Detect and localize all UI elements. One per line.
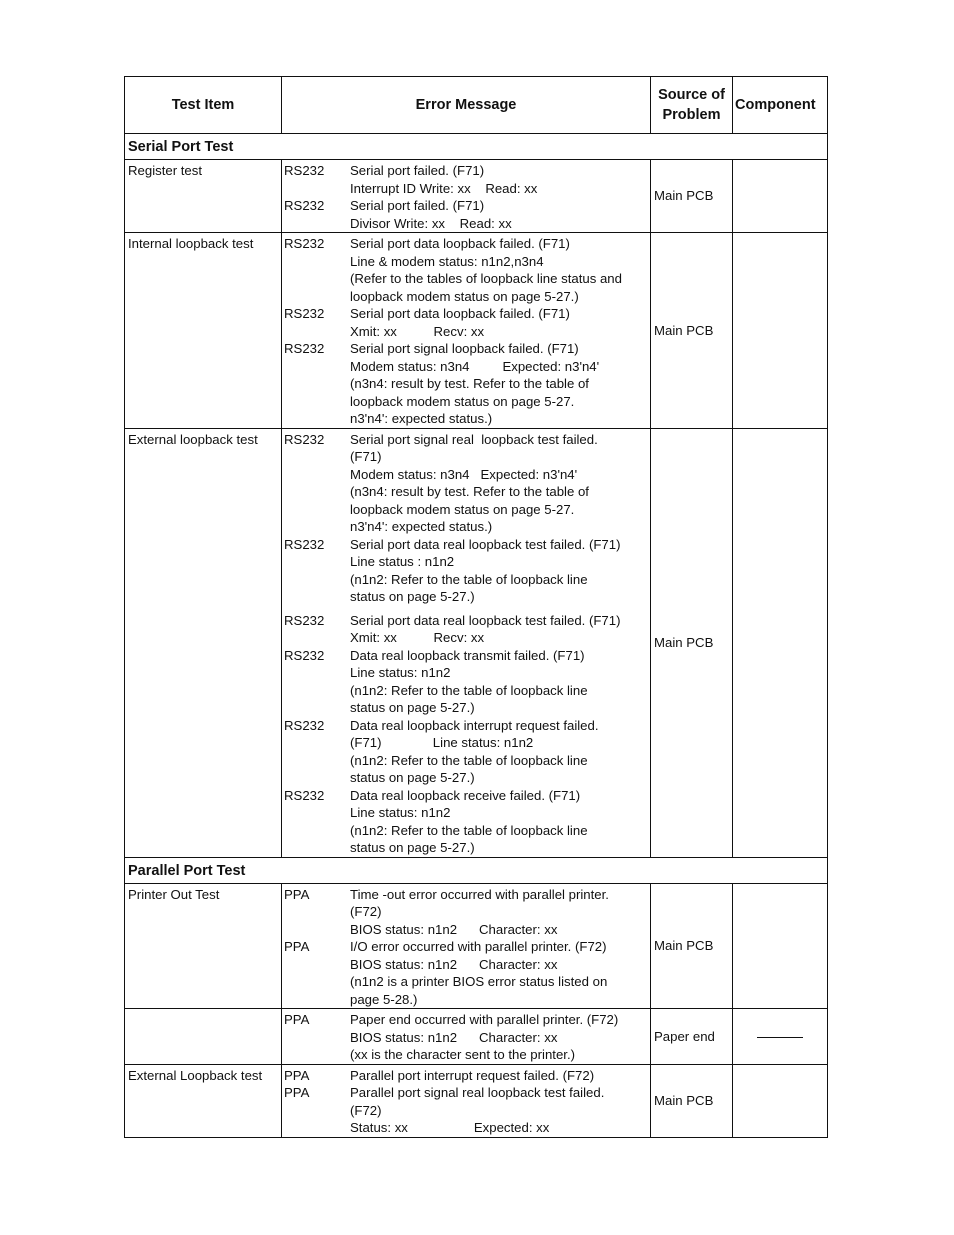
error-text-line: (n1n2 is a printer BIOS error status listed on bbox=[350, 974, 608, 989]
error-code: PPA bbox=[284, 1085, 310, 1100]
error-message-block bbox=[284, 431, 647, 536]
error-text bbox=[350, 647, 647, 717]
source-of-problem-cell: Main PCB bbox=[651, 428, 733, 857]
error-message-block bbox=[284, 787, 647, 857]
test-item-cell: External Loopback test bbox=[125, 1064, 282, 1137]
error-text-line: Modem status: n3n4 Expected: n3'n4' bbox=[350, 466, 578, 482]
error-text-line: Interrupt ID Write: xx Read: xx bbox=[350, 180, 538, 196]
error-text bbox=[350, 938, 647, 1008]
error-text-line: Status: xx Expected: xx bbox=[350, 1120, 550, 1135]
error-text bbox=[350, 717, 647, 787]
table-row bbox=[125, 160, 828, 233]
error-text bbox=[350, 886, 647, 939]
error-text-line: (n1n2: Refer to the table of loopback line bbox=[350, 752, 588, 768]
source-of-problem-cell: Main PCB bbox=[651, 1064, 733, 1137]
error-text-line: Serial port failed. (F71) bbox=[350, 163, 485, 178]
error-text-line: loopback modem status on page 5-27. bbox=[350, 393, 575, 409]
error-text bbox=[350, 431, 647, 536]
error-table-sheet bbox=[124, 76, 827, 1138]
error-text-line: n3'n4': expected status.) bbox=[350, 411, 493, 426]
dash-mark bbox=[757, 1037, 803, 1038]
error-text-line: Line & modem status: n1n2,n3n4 bbox=[350, 253, 544, 269]
error-message-block bbox=[284, 886, 647, 939]
error-code: RS232 bbox=[284, 236, 325, 251]
error-message-block bbox=[284, 162, 647, 197]
source-of-problem-cell: Paper end bbox=[651, 1009, 733, 1065]
error-message-cell bbox=[282, 1009, 651, 1065]
component-cell bbox=[733, 233, 828, 429]
error-text-line: Serial port signal real loopback test failed. bbox=[350, 431, 598, 447]
error-message-block bbox=[284, 235, 647, 305]
error-text-line: I/O error occurred with parallel printer. (F72) bbox=[350, 939, 607, 954]
component-cell bbox=[733, 1064, 828, 1137]
error-text bbox=[350, 612, 647, 647]
header-error-message: Error Message bbox=[282, 77, 651, 134]
error-message-cell bbox=[282, 233, 651, 429]
error-text-line: (Refer to the tables of loopback line status and bbox=[350, 271, 622, 286]
section-row bbox=[125, 857, 828, 883]
source-of-problem-cell: Main PCB bbox=[651, 160, 733, 233]
error-message-cell bbox=[282, 883, 651, 1009]
error-text bbox=[350, 1084, 647, 1137]
component-cell bbox=[733, 883, 828, 1009]
error-code: PPA bbox=[284, 1067, 310, 1083]
error-text bbox=[350, 340, 647, 428]
error-text-line: Serial port data loopback failed. (F71) bbox=[350, 306, 570, 321]
error-text-line: BIOS status: n1n2 Character: xx bbox=[350, 1029, 558, 1045]
error-text-line: Parallel port interrupt request failed. (F72) bbox=[350, 1067, 595, 1083]
error-text-line: BIOS status: n1n2 Character: xx bbox=[350, 956, 558, 972]
error-text-line: n3'n4': expected status.) bbox=[350, 519, 493, 534]
error-code: PPA bbox=[284, 1012, 310, 1027]
error-code: RS232 bbox=[284, 536, 325, 552]
error-message-block bbox=[284, 536, 647, 606]
error-message-block bbox=[284, 197, 647, 232]
header-row bbox=[125, 77, 828, 134]
error-text-line: BIOS status: n1n2 Character: xx bbox=[350, 921, 558, 937]
test-item-cell: External loopback test bbox=[125, 428, 282, 857]
error-text-line: Serial port signal loopback failed. (F71) bbox=[350, 341, 579, 356]
error-text-line: Data real loopback transmit failed. (F71) bbox=[350, 647, 585, 663]
header-test-item: Test Item bbox=[125, 77, 282, 134]
error-text-line: Line status : n1n2 bbox=[350, 554, 455, 569]
error-message-cell bbox=[282, 428, 651, 857]
error-code: RS232 bbox=[284, 431, 325, 447]
error-text bbox=[350, 1011, 647, 1064]
error-text bbox=[350, 197, 647, 232]
error-text-line: Serial port data real loopback test failed. (F71) bbox=[350, 536, 621, 552]
error-message-block bbox=[284, 647, 647, 717]
error-text-line: (F71) bbox=[350, 449, 382, 464]
error-text-line: page 5-28.) bbox=[350, 991, 418, 1007]
error-message-block bbox=[284, 305, 647, 340]
table-row bbox=[125, 1064, 828, 1137]
error-text-line: (F72) bbox=[350, 904, 382, 919]
error-text-line: Parallel port signal real loopback test failed. bbox=[350, 1085, 605, 1100]
error-code: RS232 bbox=[284, 198, 325, 213]
error-text-line: (F71) Line status: n1n2 bbox=[350, 735, 534, 750]
error-text bbox=[350, 1067, 647, 1085]
error-message-block bbox=[284, 1011, 647, 1064]
error-code: RS232 bbox=[284, 163, 325, 178]
table-row bbox=[125, 233, 828, 429]
test-item-cell: Printer Out Test bbox=[125, 883, 282, 1009]
header-source-of-problem: Source of Problem bbox=[651, 77, 733, 134]
error-text-line: (n3n4: result by test. Refer to the table of bbox=[350, 376, 589, 391]
error-code: PPA bbox=[284, 939, 310, 954]
component-cell bbox=[733, 1009, 828, 1065]
error-message-cell bbox=[282, 160, 651, 233]
error-code: RS232 bbox=[284, 341, 325, 356]
error-text-line: Line status: n1n2 bbox=[350, 805, 451, 820]
test-item-cell: Register test bbox=[125, 160, 282, 233]
test-item-cell bbox=[125, 1009, 282, 1065]
error-text-line: Data real loopback interrupt request failed. bbox=[350, 717, 599, 733]
error-text-line: (n1n2: Refer to the table of loopback line bbox=[350, 571, 588, 587]
section-title: Serial Port Test bbox=[125, 134, 828, 160]
error-text-line: Divisor Write: xx Read: xx bbox=[350, 215, 512, 231]
error-message-table bbox=[124, 76, 828, 1138]
error-text-line: (n1n2: Refer to the table of loopback line bbox=[350, 682, 588, 698]
error-text bbox=[350, 787, 647, 857]
error-text-line: Data real loopback receive failed. (F71) bbox=[350, 787, 581, 803]
test-item-cell: Internal loopback test bbox=[125, 233, 282, 429]
source-of-problem-cell: Main PCB bbox=[651, 883, 733, 1009]
component-cell bbox=[733, 160, 828, 233]
error-text-line: Line status: n1n2 bbox=[350, 665, 451, 680]
error-message-block bbox=[284, 340, 647, 428]
error-text-line: loopback modem status on page 5-27. bbox=[350, 501, 575, 517]
error-text-line: (n1n2: Refer to the table of loopback line bbox=[350, 822, 588, 838]
table-row bbox=[125, 428, 828, 857]
error-text-line: Modem status: n3n4 Expected: n3'n4' bbox=[350, 358, 600, 374]
source-of-problem-cell: Main PCB bbox=[651, 233, 733, 429]
error-text-line: Serial port failed. (F71) bbox=[350, 198, 485, 213]
error-text-line: Serial port data loopback failed. (F71) bbox=[350, 236, 570, 251]
error-text-line: status on page 5-27.) bbox=[350, 840, 475, 855]
component-cell bbox=[733, 428, 828, 857]
error-message-block bbox=[284, 1084, 647, 1137]
error-text-line: status on page 5-27.) bbox=[350, 700, 475, 715]
section-row bbox=[125, 134, 828, 160]
error-message-block bbox=[284, 717, 647, 787]
table-row bbox=[125, 1009, 828, 1065]
error-message-block bbox=[284, 612, 647, 647]
table-row bbox=[125, 883, 828, 1009]
error-text-line: (F72) bbox=[350, 1102, 382, 1118]
error-text bbox=[350, 536, 647, 606]
error-code: RS232 bbox=[284, 306, 325, 321]
error-message-block bbox=[284, 938, 647, 1008]
error-code: RS232 bbox=[284, 612, 325, 628]
error-text bbox=[350, 162, 647, 197]
error-text-line: (n3n4: result by test. Refer to the table of bbox=[350, 484, 589, 499]
error-code: RS232 bbox=[284, 787, 325, 803]
error-text-line: status on page 5-27.) bbox=[350, 770, 475, 785]
error-code: RS232 bbox=[284, 647, 325, 663]
error-text bbox=[350, 235, 647, 305]
error-code: RS232 bbox=[284, 717, 325, 733]
error-text-line: status on page 5-27.) bbox=[350, 589, 475, 604]
error-text-line: Xmit: xx Recv: xx bbox=[350, 630, 485, 645]
section-title: Parallel Port Test bbox=[125, 857, 828, 883]
error-message-block bbox=[284, 1067, 647, 1085]
table-body bbox=[125, 134, 828, 1138]
error-text-line: Xmit: xx Recv: xx bbox=[350, 323, 485, 339]
error-text-line: Serial port data real loopback test failed. (F71) bbox=[350, 612, 621, 628]
error-code: PPA bbox=[284, 886, 310, 902]
error-message-cell bbox=[282, 1064, 651, 1137]
error-text-line: Time -out error occurred with parallel printer. bbox=[350, 886, 609, 902]
error-text-line: loopback modem status on page 5-27.) bbox=[350, 288, 579, 304]
error-text-line: Paper end occurred with parallel printer. (F72) bbox=[350, 1012, 619, 1027]
error-text-line: (xx is the character sent to the printer.) bbox=[350, 1047, 576, 1062]
error-text bbox=[350, 305, 647, 340]
header-component: Component bbox=[733, 77, 828, 134]
